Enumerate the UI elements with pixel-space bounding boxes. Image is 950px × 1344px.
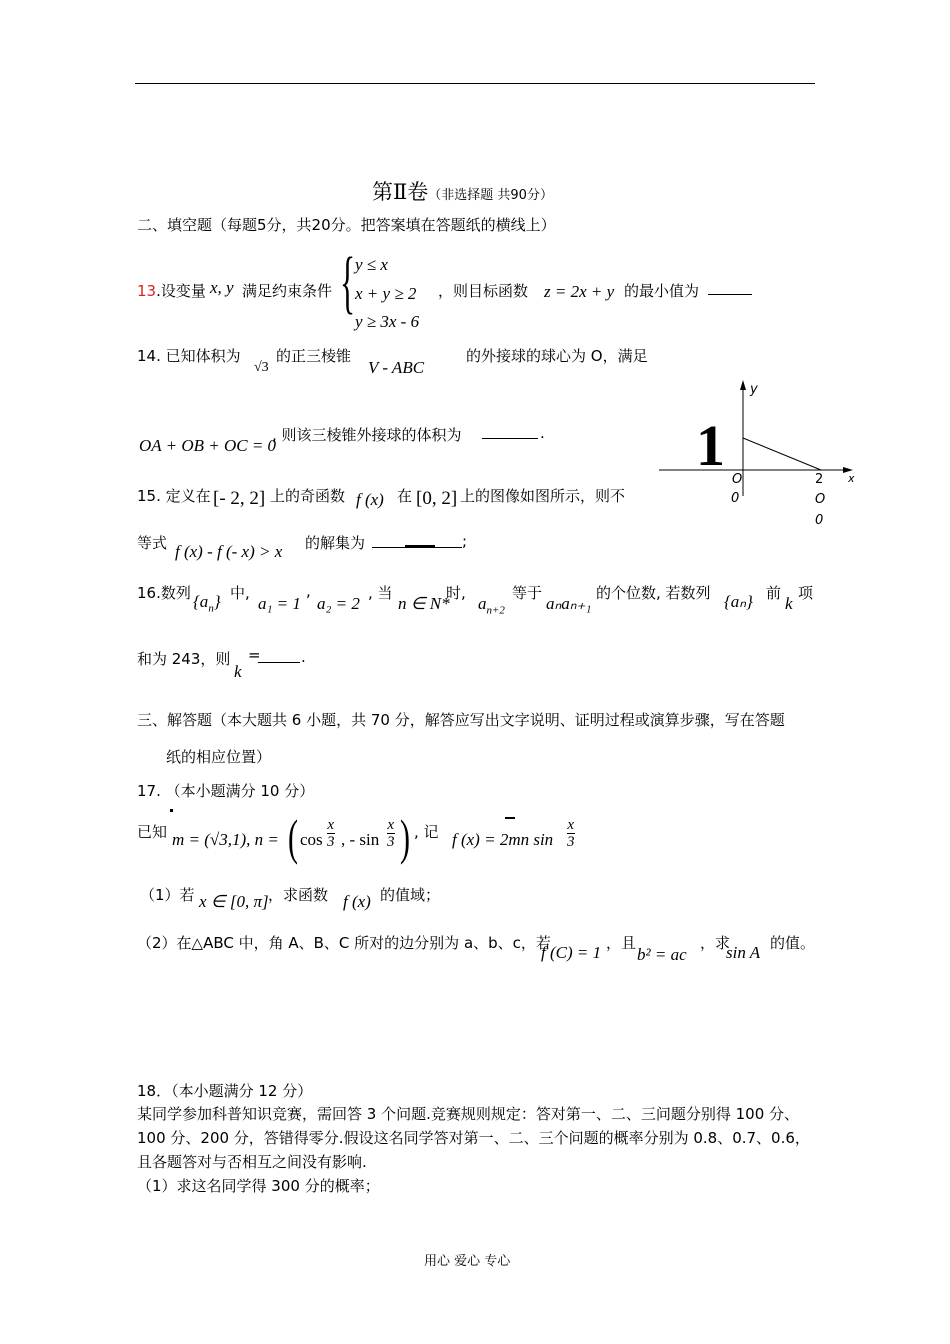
graph-y-label: y [750, 382, 758, 397]
q17-p2-fc: f (C) = 1 [541, 943, 602, 962]
q16-seq: $\{a_n\}$ [193, 592, 221, 615]
q16-a2: a₂ = 2 [317, 594, 360, 613]
q15-interval2: [0, 2] [416, 488, 458, 509]
q17-p2-a: （2）在△ABC 中，角 A、B、C 所对的边分别为 a、b、c，若 [137, 934, 551, 952]
q14-vector-equation: OA + OB + OC = 0 [139, 436, 277, 455]
q15-blank-mark [405, 545, 435, 547]
section-title-main: 第Ⅱ卷 [372, 180, 429, 204]
q16-eq: = [248, 646, 261, 664]
graph-axes [655, 378, 865, 498]
q17-left-paren: ( [288, 809, 298, 865]
q16-text9: 和为 243，则 [137, 650, 231, 668]
y-arrow-icon [740, 380, 746, 390]
q16-answer-blank [258, 662, 300, 663]
q18-line2: 100 分、200 分，答错得零分.假设这名同学答对第一、二、三个问题的概率分别为 0.8、0.7、0.6， [137, 1129, 810, 1147]
q16-k1: k [785, 594, 793, 613]
q14-text2: 的正三棱锥 [276, 347, 352, 365]
q15-text5: 等式 [137, 534, 168, 552]
q13-text2: 满足约束条件 [242, 282, 333, 300]
q17-p1-domain: x ∈ [0, π] [199, 892, 269, 911]
q17-title: 17. （本小题满分 10 分） [137, 782, 315, 800]
section-title [372, 176, 553, 206]
q18-line1: 某同学参加科普知识竞赛，需回答 3 个问题.竞赛规则规定：答对第一、二、三问题分别得 100 分、 [137, 1105, 800, 1123]
q17-frac1: $\frac{x}{3}$ [327, 817, 335, 850]
q14-text3: 的外接球的球心为 O，满足 [466, 347, 648, 365]
graph-x2-a: 2 [815, 472, 824, 487]
q13-cond1: y ≤ x [355, 255, 388, 274]
q17-p1-fx: f (x) [343, 892, 371, 911]
graph-origin-o: O [732, 472, 743, 487]
q17-given: 已知 [137, 823, 168, 841]
q13-vars: x, y [210, 278, 234, 297]
page-footer: 用心 爱心 专心 [424, 1254, 511, 1269]
q16-k2: k [234, 662, 242, 681]
q13-cond2: x + y ≥ 2 [355, 284, 417, 303]
q16-text5: 等于 [512, 584, 543, 602]
q15-end: ; [462, 532, 468, 550]
part2-heading: 二、填空题（每题5分，共20分。把答案填在答题纸的横线上） [137, 216, 556, 234]
q17-p2-b2: b² = ac [637, 945, 687, 964]
q16-nN: n ∈ N* [398, 594, 450, 613]
q15-text2: 上的奇函数 [270, 487, 346, 505]
q16-text3: , 当 [368, 584, 393, 602]
q15-text4: 上的图像如图所示，则不 [460, 487, 626, 505]
q13-text1: .设变量 [156, 282, 206, 300]
q13-brace: { [340, 244, 356, 321]
graph-line [743, 438, 821, 470]
q16-text7: 前 [766, 584, 782, 602]
q18-title: 18．（本小题满分 12 分） [137, 1082, 313, 1100]
q14-answer-blank [482, 438, 538, 439]
q17-p2-b: ，且 [606, 934, 637, 952]
q16-prod: aₙaₙ₊₁ [546, 594, 592, 613]
q17-vector-arrow-icon [505, 817, 515, 819]
graph-big-one: 1 [696, 413, 725, 478]
q17-p2-c: ，求 [700, 934, 731, 952]
q13-objective: z = 2x + y [544, 282, 615, 301]
q18-line3: 且各题答对与否相互之间没有影响. [137, 1153, 367, 1171]
q14-sqrt3: √3 [254, 360, 269, 375]
q16-text2: 中, [230, 584, 250, 602]
q14-pyramid: V - ABC [368, 358, 425, 377]
q13-number: 13 [137, 282, 157, 300]
q13-answer-blank [708, 294, 752, 295]
q17-cos: cos [300, 830, 323, 849]
q16-comma1: , [306, 582, 311, 600]
q16-end: . [301, 648, 306, 666]
q17-m-vector-mark [170, 809, 173, 812]
q17-ji: , 记 [414, 823, 439, 841]
q13-cond3: y ≥ 3x - 6 [355, 312, 420, 331]
q13-text3: ，则目标函数 [438, 282, 529, 300]
part3-heading-cont: 纸的相应位置） [166, 748, 272, 766]
part3-heading: 三、解答题（本大题共 6 小题，共 70 分，解答应写出文字说明、证明过程或演算步骤，写在答题 [137, 711, 785, 729]
q17-p1-a: （1）若 [140, 886, 195, 904]
graph-origin-0: 0 [731, 491, 740, 506]
q15-text1: 15. 定义在 [137, 487, 211, 505]
graph-x-label: x [848, 472, 855, 485]
q15-inequality: f (x) - f (- x) > x [175, 542, 283, 561]
graph-x2-b: O [815, 492, 826, 507]
q17-p1-b: ，求函数 [268, 886, 329, 904]
q17-p2-sina: sin A [726, 943, 761, 962]
q16-seq2: {aₙ} [724, 592, 753, 611]
top-rule [135, 83, 815, 84]
section-title-sub: （非选择题 共90分） [428, 188, 553, 203]
q17-frac2: $\frac{x}{3}$ [387, 817, 395, 850]
q17-p2-d: 的值。 [770, 934, 816, 952]
q17-f-def: f (x) = 2mn sin [452, 830, 554, 849]
q13-text4: 的最小值为 [624, 282, 700, 300]
q16-text8: 项 [798, 584, 814, 602]
q15-fx: f (x) [356, 490, 384, 509]
q17-p1-c: 的值域； [380, 886, 441, 904]
q16-a1: a₁ = 1 [258, 594, 301, 613]
graph-x2-c: 0 [815, 513, 824, 528]
q16-an2: $a_{n+2}$ [478, 594, 505, 617]
q15-text3: 在 [397, 487, 413, 505]
q17-frac3: $\frac{x}{3}$ [567, 817, 575, 850]
q17-sin: , - sin [341, 830, 380, 849]
q14-end: . [540, 424, 545, 442]
q16-text4: 时, [446, 584, 466, 602]
q17-right-paren: ) [400, 809, 410, 865]
q15-text6: 的解集为 [305, 534, 366, 552]
q15-interval1: [- 2, 2] [213, 488, 266, 509]
q14-text1: 14. 已知体积为 [137, 347, 241, 365]
q14-text4: , 则该三棱锥外接球的体积为 [272, 426, 462, 444]
q18-line4: （1）求这名同学得 300 分的概率； [137, 1177, 380, 1195]
q17-m-eq: m = (√3,1), n = [172, 830, 279, 849]
q16-text6: 的个位数, 若数列 [596, 584, 711, 602]
q16-text1: 16.数列 [137, 584, 191, 602]
